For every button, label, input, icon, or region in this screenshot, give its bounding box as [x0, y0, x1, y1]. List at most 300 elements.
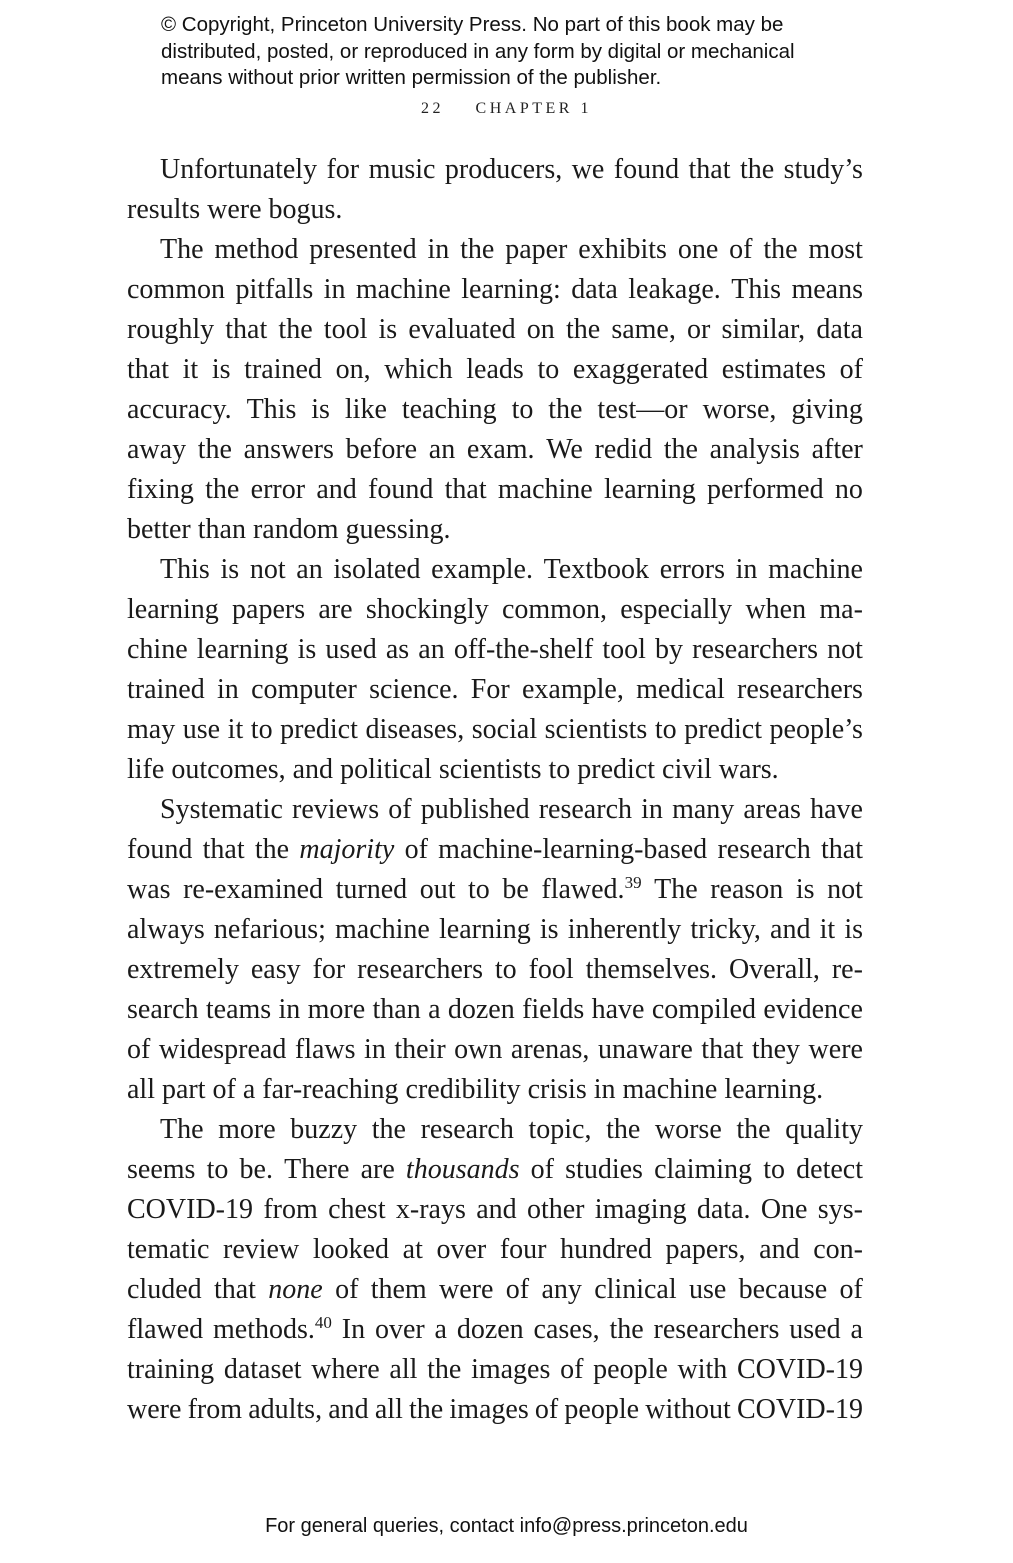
word: own — [454, 1034, 503, 1065]
word: of — [127, 1034, 151, 1065]
word: when — [745, 594, 807, 625]
word: in — [217, 674, 239, 705]
word: papers, — [665, 1234, 746, 1265]
word: credibility — [405, 1074, 521, 1105]
word: other — [526, 1194, 585, 1225]
word: We — [546, 434, 583, 465]
word: out — [419, 874, 456, 905]
word: to — [494, 954, 517, 985]
word: are — [360, 1154, 395, 1185]
word: be. — [239, 1154, 273, 1185]
word: of — [530, 1154, 554, 1185]
word: by — [655, 634, 684, 665]
text-line — [127, 1270, 863, 1310]
word: computer — [251, 674, 357, 705]
text-line — [127, 470, 863, 510]
word: they — [751, 1034, 801, 1065]
word: use — [688, 1274, 727, 1305]
word: x-rays — [395, 1194, 466, 1225]
word: learning — [603, 474, 696, 505]
word: research — [420, 1114, 514, 1145]
word: not — [827, 634, 863, 665]
word: extremely — [127, 954, 239, 985]
text-line — [127, 310, 863, 350]
word: that — [444, 474, 487, 505]
word: of — [388, 794, 412, 825]
word: This — [731, 274, 782, 305]
word: exhibits — [578, 234, 667, 265]
word: as — [385, 634, 410, 665]
word: be — [502, 874, 529, 905]
word: a — [434, 1314, 447, 1345]
word: the — [609, 1314, 644, 1345]
text-line — [127, 1110, 863, 1150]
text-line — [127, 550, 863, 590]
word: is — [311, 394, 330, 425]
word: common — [127, 274, 225, 305]
word: after — [811, 434, 863, 465]
word: researchers — [357, 954, 483, 985]
word: the — [460, 234, 495, 265]
word: machine — [622, 1074, 718, 1105]
word: review — [223, 1234, 300, 1265]
word: nefarious; — [213, 914, 326, 945]
word: is — [297, 634, 317, 665]
text-line — [127, 1150, 863, 1190]
text-line — [127, 1230, 863, 1270]
copyright-line: means without prior written permission of the publisher. — [161, 66, 662, 89]
word: one — [677, 234, 719, 265]
word: the — [763, 234, 798, 265]
word: were — [808, 1034, 863, 1065]
word: published — [420, 794, 530, 825]
word: away — [127, 434, 187, 465]
word: random — [252, 514, 339, 545]
word: than — [197, 514, 246, 545]
word: errors — [659, 554, 725, 585]
word: example. — [431, 554, 533, 585]
word: the — [606, 1114, 641, 1145]
word: and — [328, 1394, 369, 1425]
word: with — [677, 1354, 728, 1385]
word: Systematic — [160, 794, 283, 825]
word: over — [374, 1314, 425, 1345]
word: the — [427, 1354, 462, 1385]
word: predict — [577, 754, 656, 785]
word: exam. — [466, 434, 535, 465]
word: music — [368, 154, 436, 185]
word: of — [335, 1274, 359, 1305]
text-line — [127, 630, 863, 670]
word: giving — [791, 394, 863, 425]
word: from — [187, 1394, 243, 1425]
word: data — [571, 274, 618, 305]
word: we — [571, 154, 605, 185]
word: research — [538, 794, 632, 825]
word: of — [560, 1354, 584, 1385]
word: many — [672, 794, 735, 825]
word: the — [254, 834, 290, 865]
word: most — [808, 234, 863, 265]
word: imaging — [594, 1194, 687, 1225]
word: because — [738, 1274, 828, 1305]
word: the — [663, 434, 698, 465]
word: learning — [196, 634, 289, 665]
word: reviews — [292, 794, 380, 825]
word: to — [537, 354, 560, 385]
word: redid — [594, 434, 653, 465]
word: in — [364, 1034, 386, 1065]
word: which — [384, 354, 453, 385]
word: found — [127, 834, 193, 865]
word: for — [312, 954, 346, 985]
word: of — [839, 354, 863, 385]
text-line — [127, 1190, 863, 1230]
word: re-examined — [183, 874, 324, 905]
word: more — [307, 994, 366, 1025]
word: arenas, — [510, 1034, 590, 1065]
word: The — [654, 874, 698, 905]
word: a — [850, 1314, 863, 1345]
word: flawed.$^{39}$ — [541, 873, 642, 905]
word: error — [250, 474, 306, 505]
word: One — [760, 1194, 808, 1225]
word: tricky, — [690, 914, 761, 945]
word: researchers — [737, 674, 863, 705]
word: themselves. — [585, 954, 718, 985]
word: is — [539, 914, 559, 945]
word: pitfalls — [235, 274, 314, 305]
word: an — [296, 554, 323, 585]
word: teaching — [401, 394, 497, 425]
text-line — [127, 510, 863, 550]
word: exaggerated — [572, 354, 709, 385]
word: people’s — [769, 714, 863, 745]
word: fixing — [127, 474, 194, 505]
word: were — [127, 1394, 182, 1425]
word: accuracy. — [127, 394, 232, 425]
word: where — [311, 1354, 380, 1385]
word: researchers — [653, 1314, 780, 1345]
word: same, — [611, 314, 676, 345]
text-line — [127, 1310, 863, 1350]
word: thousands — [405, 1154, 520, 1185]
word: to — [511, 394, 534, 425]
word: better — [127, 514, 191, 545]
word: con- — [813, 1234, 863, 1265]
word: the — [371, 1114, 406, 1145]
word: and — [316, 474, 357, 505]
word: majority — [299, 834, 395, 865]
word: results — [127, 194, 201, 225]
word: training — [127, 1354, 215, 1385]
text-line — [127, 270, 863, 310]
word: far-reaching — [262, 1074, 399, 1105]
word: in — [641, 794, 663, 825]
word: learning: — [461, 274, 561, 305]
word: are — [318, 594, 353, 625]
word: may — [127, 714, 176, 745]
word: crisis — [527, 1074, 587, 1105]
word: in — [735, 554, 758, 585]
word: people — [564, 1394, 640, 1425]
word: re- — [831, 954, 863, 985]
word: the — [548, 394, 583, 425]
word: have — [810, 794, 863, 825]
word: looked — [312, 1234, 390, 1265]
word: COVID-19 — [127, 1194, 253, 1225]
word: fields — [522, 994, 585, 1025]
word: to — [654, 714, 677, 745]
word: studies — [565, 1154, 643, 1185]
word: trained — [244, 354, 322, 385]
copyright-notice — [161, 12, 881, 92]
word: always — [127, 914, 205, 945]
word: detect — [796, 1154, 863, 1185]
word: diseases, — [365, 714, 465, 745]
word: have — [591, 994, 645, 1025]
text-line — [127, 870, 863, 910]
text-line — [127, 790, 863, 830]
word: COVID-19 — [736, 1394, 863, 1425]
text-line — [127, 950, 863, 990]
word: on, — [335, 354, 371, 385]
word: flawed — [127, 1314, 204, 1345]
word: learning — [127, 594, 219, 625]
word: Overall, — [728, 954, 820, 985]
word: the — [736, 1114, 771, 1145]
word: producers, — [444, 154, 563, 185]
word: of — [505, 1274, 530, 1305]
word: and — [476, 1194, 517, 1225]
word: buzzy — [290, 1114, 358, 1145]
word: people — [593, 1354, 668, 1385]
word: that — [127, 354, 169, 385]
word: isolated — [333, 554, 421, 585]
word: the — [278, 314, 313, 345]
word: example, — [521, 674, 624, 705]
word: any — [541, 1274, 582, 1305]
word: from — [263, 1194, 318, 1225]
word: fool — [528, 954, 574, 985]
word: topic, — [528, 1114, 592, 1145]
word: seems — [127, 1154, 196, 1185]
word: ma- — [819, 594, 863, 625]
word: the — [565, 314, 601, 345]
word: evidence — [763, 994, 863, 1025]
word: the — [739, 154, 775, 185]
word: found — [613, 154, 680, 185]
word: estimates — [721, 354, 826, 385]
word: scientists — [438, 754, 542, 785]
word: machine — [497, 474, 593, 505]
word: wars. — [718, 754, 779, 785]
word: of — [729, 234, 753, 265]
word: is — [220, 554, 240, 585]
word: Textbook — [543, 554, 650, 585]
word: not — [827, 874, 863, 905]
word: civil — [662, 754, 712, 785]
word: claiming — [654, 1154, 753, 1185]
word: over — [436, 1234, 487, 1265]
word: hundred — [560, 1234, 652, 1265]
word: This — [246, 394, 297, 425]
word: sys- — [817, 1194, 863, 1225]
word: common, — [501, 594, 607, 625]
word: presented — [309, 234, 417, 265]
word: test—or — [597, 394, 688, 425]
word: data. — [696, 1194, 751, 1225]
word: that — [701, 1034, 744, 1065]
word: social — [471, 714, 538, 745]
text-line — [127, 910, 863, 950]
text-line — [127, 1070, 863, 1110]
word: outcomes, — [171, 754, 286, 785]
text-line — [127, 230, 863, 270]
word: leakage. — [628, 274, 721, 305]
word: used — [325, 634, 377, 665]
word: similar, — [721, 314, 806, 345]
word: that — [202, 834, 245, 865]
word: There — [284, 1154, 350, 1185]
text-line — [127, 710, 863, 750]
copyright-line: distributed, posted, or reproduced in any form by digital or mechanical — [161, 39, 795, 63]
text-line — [127, 350, 863, 390]
word: on — [526, 314, 555, 345]
word: compiled — [651, 994, 757, 1025]
text-line — [127, 750, 863, 790]
text-line — [127, 190, 863, 230]
word: the — [409, 1394, 444, 1425]
word: that — [820, 834, 863, 865]
word: easy — [250, 954, 301, 985]
word: tematic — [127, 1234, 210, 1265]
text-line — [127, 390, 863, 430]
word: found — [368, 474, 434, 505]
word: of — [839, 1274, 863, 1305]
word: dozen — [447, 994, 515, 1025]
word: research — [717, 834, 811, 865]
text-line — [127, 830, 863, 870]
word: scientists — [544, 714, 648, 745]
word: in — [593, 1074, 616, 1105]
word: of — [212, 1074, 236, 1105]
word: turned — [335, 874, 408, 905]
word: methods.$^{40}$ — [213, 1313, 332, 1345]
word: reason — [710, 874, 784, 905]
word: not — [249, 554, 286, 585]
word: and — [292, 754, 334, 785]
word: was — [127, 874, 171, 905]
word: in — [278, 994, 301, 1025]
word: in — [427, 234, 450, 265]
word: at — [402, 1234, 423, 1265]
word: unaware — [597, 1034, 693, 1065]
word: the — [205, 474, 240, 505]
word: machine — [335, 914, 430, 945]
word: to — [468, 874, 490, 905]
word: dozen — [456, 1314, 524, 1345]
word: performed — [707, 474, 824, 505]
word: images — [471, 1354, 551, 1385]
word: more — [218, 1114, 276, 1145]
word: machine — [768, 554, 863, 585]
word: analysis — [709, 434, 800, 465]
word: trained — [127, 674, 205, 705]
word: life — [127, 754, 165, 785]
word: without — [645, 1394, 731, 1425]
word: and — [759, 1234, 800, 1265]
word: a — [242, 1074, 256, 1105]
text-line — [127, 1030, 863, 1070]
word: The — [160, 234, 204, 265]
word: learning — [439, 914, 531, 945]
word: used — [789, 1314, 841, 1345]
word: that — [688, 154, 731, 185]
word: and — [770, 914, 811, 945]
page-number: 22 — [421, 100, 445, 117]
word: predict — [684, 714, 762, 745]
word: of — [534, 1394, 559, 1425]
word: answers — [243, 434, 334, 465]
word: machine-learning-based — [438, 834, 708, 865]
text-line — [127, 1350, 863, 1390]
word: it — [227, 714, 244, 745]
word: In — [341, 1314, 366, 1345]
word: widespread — [158, 1034, 287, 1065]
word: it — [819, 914, 836, 945]
word: an — [428, 434, 456, 465]
word: chest — [328, 1194, 386, 1225]
word: four — [499, 1234, 547, 1265]
word: COVID-19 — [737, 1354, 863, 1385]
running-head — [0, 100, 1013, 118]
word: especially — [620, 594, 733, 625]
word: Unfortunately — [160, 154, 318, 185]
word: all — [127, 1074, 155, 1105]
word: This — [160, 554, 210, 585]
word: worse — [654, 1114, 722, 1145]
word: paper — [505, 234, 568, 265]
word: is — [844, 914, 863, 945]
word: tool — [602, 634, 646, 665]
chapter-label: CHAPTER 1 — [475, 100, 592, 117]
text-line — [127, 150, 863, 190]
body-text — [127, 150, 863, 1430]
word: The — [160, 1114, 204, 1145]
word: them — [370, 1274, 427, 1305]
word: dataset — [223, 1354, 302, 1385]
word: leads — [466, 354, 524, 385]
text-line — [127, 1390, 863, 1430]
word: that — [213, 1274, 256, 1305]
text-line — [127, 430, 863, 470]
word: areas — [743, 794, 801, 825]
word: teams — [205, 994, 272, 1025]
word: than — [372, 994, 421, 1025]
word: part — [162, 1074, 206, 1105]
word: is — [795, 874, 815, 905]
word: tool — [323, 314, 368, 345]
word: political — [340, 754, 432, 785]
word: machine — [355, 274, 451, 305]
word: before — [345, 434, 418, 465]
word: a — [428, 994, 441, 1025]
word: worse, — [702, 394, 777, 425]
word: adults, — [248, 1394, 323, 1425]
word: use — [182, 714, 221, 745]
word: bogus. — [268, 194, 343, 225]
